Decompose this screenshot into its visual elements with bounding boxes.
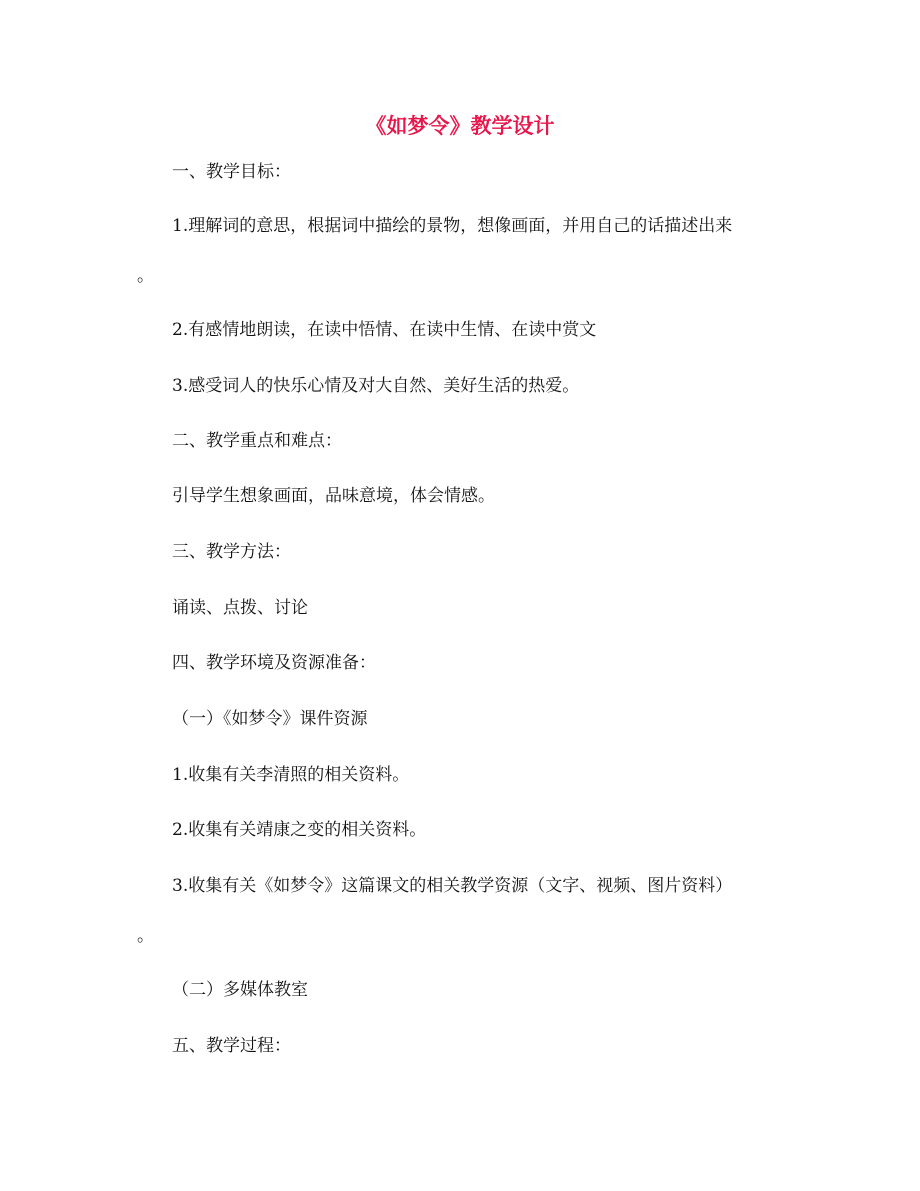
- section-heading-resources: 四、教学环境及资源准备：: [172, 653, 376, 673]
- resource-item-2: 2.收集有关靖康之变的相关资料。: [172, 820, 427, 840]
- objective-item-3: 3.感受词人的快乐心情及对大自然、美好生活的热爱。: [172, 376, 580, 396]
- section-heading-objectives: 一、教学目标：: [172, 162, 291, 182]
- section-heading-key-points: 二、教学重点和难点：: [172, 431, 342, 451]
- objective-item-2: 2.有感情地朗读，在读中悟情、在读中生情、在读中赏文: [172, 320, 597, 340]
- objective-item-1: 1.理解词的意思，根据词中描绘的景物，想像画面，并用自己的话描述出来: [172, 216, 733, 236]
- document-title: 《如梦令》教学设计: [365, 114, 555, 138]
- methods-text: 诵读、点拨、讨论: [172, 598, 308, 618]
- key-points-text: 引导学生想象画面，品味意境，体会情感。: [172, 486, 495, 506]
- section-heading-methods: 三、教学方法：: [172, 542, 291, 562]
- resource-item-3-continuation: 。: [137, 926, 154, 946]
- resources-subheading-1: （一）《如梦令》课件资源: [172, 709, 368, 729]
- section-heading-process: 五、教学过程：: [172, 1036, 291, 1056]
- resource-item-1: 1.收集有关李清照的相关资料。: [172, 765, 410, 785]
- resources-subheading-2: （二）多媒体教室: [172, 980, 308, 1000]
- resource-item-3: 3.收集有关《如梦令》这篇课文的相关教学资源（文字、视频、图片资料）: [172, 876, 733, 896]
- objective-item-1-continuation: 。: [137, 266, 154, 286]
